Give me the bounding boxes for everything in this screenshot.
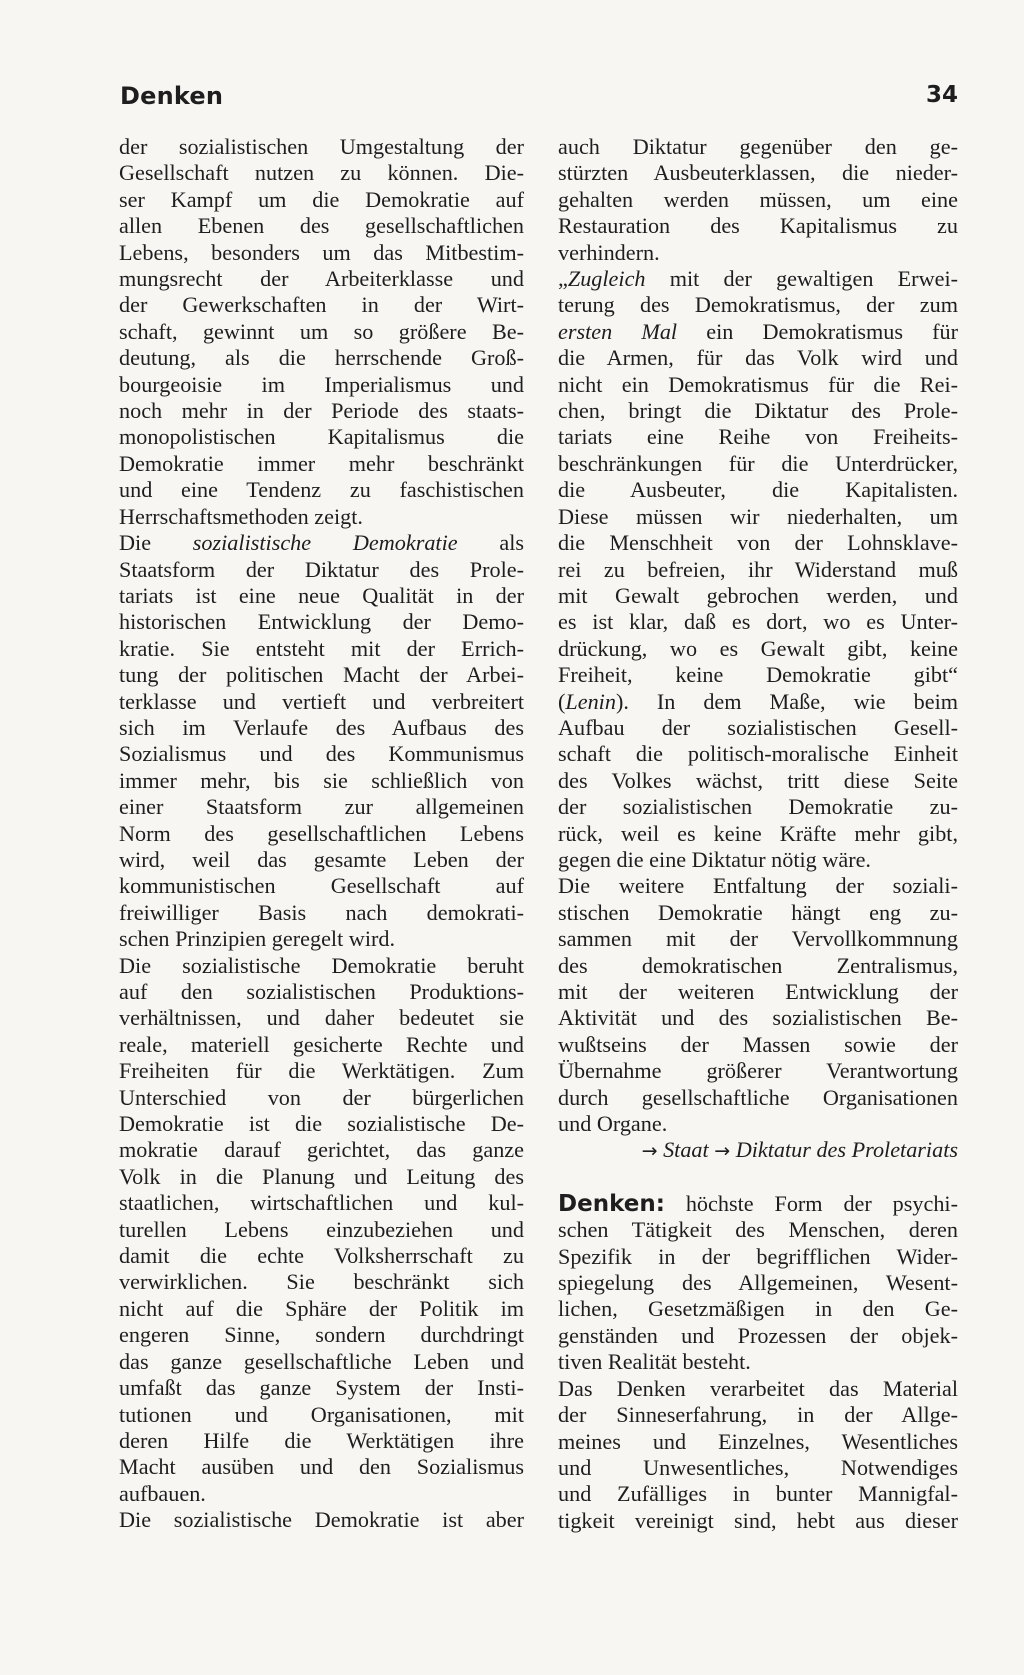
text-line: und Zufälliges in bunter Mannigfal- <box>558 1481 958 1507</box>
text-line: deutung, als die herrschende Groß- <box>119 345 524 371</box>
text-line: deren Hilfe die Werktätigen ihre <box>119 1427 524 1453</box>
text-line: Herrschaftsmethoden zeigt. <box>119 503 363 529</box>
text-line: historischen Entwicklung der Demo- <box>119 609 524 635</box>
text-line: tariats eine Reihe von Freiheits- <box>558 424 958 450</box>
text-line: damit die echte Volksherrschaft zu <box>119 1243 524 1269</box>
entry-separator <box>558 1165 958 1191</box>
text-line: verhindern. <box>558 239 660 265</box>
text-segment: ( <box>558 688 566 714</box>
text-line: Freiheiten für die Werktätigen. Zum <box>119 1058 524 1084</box>
right-text-column <box>558 134 958 1534</box>
text-line <box>558 1191 958 1217</box>
text-line: Demokratie ist die sozialistische De- <box>119 1111 524 1137</box>
text-line: umfaßt das ganze System der Insti- <box>119 1375 524 1401</box>
left-text-column <box>119 134 524 1534</box>
text-line: tiven Realität besteht. <box>558 1349 751 1375</box>
text-line: turellen Lebens einzubeziehen und <box>119 1216 524 1242</box>
text-line: ser Kampf um die Demokratie auf <box>119 186 524 212</box>
text-line: Übernahme größerer Verantwortung <box>558 1058 958 1084</box>
emphasized-term: ersten Mal <box>558 318 678 344</box>
cross-reference <box>558 1137 958 1164</box>
text-line: mit der weiteren Entwicklung der <box>558 979 958 1004</box>
text-line: der Gewerkschaften in der Wirt- <box>119 292 524 318</box>
text-line: Macht ausüben und den Sozialismus <box>119 1454 524 1480</box>
text-line: verhältnissen, und daher bedeutet sie <box>119 1005 524 1031</box>
text-line: rück, weil es keine Kräfte mehr gibt, <box>558 820 958 846</box>
text-line: schaft die politisch-moralische Einheit <box>558 741 958 767</box>
text-segment: „ <box>558 266 568 292</box>
text-line: der sozialistischen Umgestaltung der <box>119 134 524 159</box>
text-line: Restauration des Kapitalismus zu <box>558 213 958 239</box>
text-line: tung der politischen Macht der Arbei- <box>119 662 524 688</box>
text-line: der Sinneserfahrung, in der Allge- <box>558 1402 958 1428</box>
text-line: aufbauen. <box>119 1480 206 1506</box>
text-line: bourgeoisie im Imperialismus und <box>119 371 524 397</box>
text-line: Gesellschaft nutzen zu können. Die- <box>119 160 524 186</box>
text-line: mokratie darauf gerichtet, das ganze <box>119 1137 524 1163</box>
dictionary-entry-denken <box>558 1191 958 1534</box>
text-segment: Die <box>119 530 193 556</box>
text-line: schen Prinzipien geregelt wird. <box>119 926 396 952</box>
text-line: monopolistischen Kapitalismus die <box>119 424 524 450</box>
text-line: schen Tätigkeit des Menschen, deren <box>558 1217 958 1243</box>
text-line: sich im Verlaufe des Aufbaus des <box>119 714 524 740</box>
text-line: mit Gewalt gebrochen werden, und <box>558 582 958 608</box>
text-line: staatlichen, wirtschaftlichen und kul- <box>119 1190 524 1216</box>
text-segment: ). In dem Maße, wie beim <box>615 688 958 714</box>
text-line: auch Diktatur gegenüber den ge- <box>558 134 958 159</box>
text-line: des Volkes wächst, tritt diese Seite <box>558 767 958 793</box>
arrow-icon: → <box>714 1140 731 1163</box>
arrow-icon: → <box>641 1140 658 1163</box>
text-line: freiwilliger Basis nach demokrati- <box>119 899 524 925</box>
text-line: der sozialistischen Demokratie zu- <box>558 794 958 820</box>
text-line: Unterschied von der bürgerlichen <box>119 1084 524 1110</box>
text-segment: höchste Form der psychi- <box>664 1190 958 1216</box>
text-line: Norm des gesellschaftlichen Lebens <box>119 820 524 846</box>
text-line: kommunistischen Gesellschaft auf <box>119 873 524 899</box>
running-head-keyword: Denken <box>120 82 224 110</box>
text-line: es ist klar, daß es dort, wo es Unter- <box>558 609 958 635</box>
text-segment: ein Demokratismus für <box>677 318 958 344</box>
emphasized-term: sozialistische Demokratie <box>192 530 458 556</box>
emphasized-term: Lenin <box>565 688 616 714</box>
text-line: genständen und Prozessen der objek- <box>558 1322 958 1348</box>
text-line: Die weitere Entfaltung der soziali- <box>558 873 958 899</box>
text-line <box>558 689 958 715</box>
page-number: 34 <box>925 82 958 108</box>
text-line: gegen die eine Diktatur nötig wäre. <box>558 846 871 872</box>
text-line: kratie. Sie entsteht mit der Errich- <box>119 635 524 661</box>
text-line: die Ausbeuter, die Kapitalisten. <box>558 477 958 503</box>
text-line: Die sozialistische Demokratie ist aber <box>119 1507 524 1533</box>
text-line: die Armen, für das Volk wird und <box>558 345 958 371</box>
text-line: mungsrecht der Arbeiterklasse und <box>119 266 524 292</box>
text-line: das ganze gesellschaftliche Leben und <box>119 1348 524 1374</box>
text-line: Volk in die Planung und Leitung des <box>119 1163 524 1189</box>
text-line: des demokratischen Zentralismus, <box>558 952 958 978</box>
text-line: chen, bringt die Diktatur des Prole- <box>558 398 958 424</box>
text-line: stürzten Ausbeuterklassen, die nieder- <box>558 160 958 186</box>
text-line: spiegelung des Allgemeinen, Wesent- <box>558 1270 958 1296</box>
text-line: wird, weil das gesamte Leben der <box>119 846 524 872</box>
text-line: Diese müssen wir niederhalten, um <box>558 503 958 529</box>
text-line: wußtseins der Massen sowie der <box>558 1031 958 1057</box>
text-line: auf den sozialistischen Produktions- <box>119 979 524 1004</box>
text-segment: als <box>457 530 524 556</box>
text-line <box>558 266 958 292</box>
text-segment: mit der gewaltigen Erwei- <box>645 266 958 292</box>
text-line: Demokratie immer mehr beschränkt <box>119 450 524 476</box>
text-line: engeren Sinne, sondern durchdringt <box>119 1322 524 1348</box>
text-line: stischen Demokratie hängt eng zu- <box>558 899 958 925</box>
text-line: einer Staatsform zur allgemeinen <box>119 794 524 820</box>
text-line: Aktivität und des sozialistischen Be- <box>558 1005 958 1031</box>
text-line: schaft, gewinnt um so größere Be- <box>119 318 524 344</box>
text-line: meines und Einzelnes, Wesentliches <box>558 1428 958 1454</box>
text-line: die Menschheit von der Lohnsklave- <box>558 530 958 556</box>
text-line: rei zu befreien, ihr Widerstand muß <box>558 556 958 582</box>
text-line: nicht ein Demokratismus für die Rei- <box>558 371 958 397</box>
cross-ref-link[interactable]: Staat <box>663 1137 709 1163</box>
text-line <box>119 530 524 556</box>
text-line: beschränkungen für die Unterdrücker, <box>558 450 958 476</box>
text-line: Spezifik in der begrifflichen Wider- <box>558 1243 958 1269</box>
cross-ref-link[interactable]: Diktatur des Proletariats <box>735 1137 958 1163</box>
entry-lemma: Denken: <box>558 1190 665 1217</box>
right-column-body <box>558 134 958 1137</box>
running-header <box>120 82 958 116</box>
text-line: und Organe. <box>558 1111 668 1137</box>
text-line: tutionen und Organisationen, mit <box>119 1401 524 1427</box>
text-line: nicht auf die Sphäre der Politik im <box>119 1295 524 1321</box>
text-line: Sozialismus und des Kommunismus <box>119 741 524 767</box>
text-line: und eine Tendenz zu faschistischen <box>119 477 524 503</box>
text-line: Freiheit, keine Demokratie gibt“ <box>558 662 958 688</box>
text-line: Lebens, besonders um das Mitbestim- <box>119 239 524 265</box>
text-line: lichen, Gesetzmäßigen in den Ge- <box>558 1296 958 1322</box>
text-line: terung des Demokratismus, der zum <box>558 292 958 318</box>
text-line: Die sozialistische Demokratie beruht <box>119 952 524 978</box>
text-line: immer mehr, bis sie schließlich von <box>119 767 524 793</box>
text-line: sammen mit der Vervollkommnung <box>558 926 958 952</box>
text-line: verwirklichen. Sie beschränkt sich <box>119 1269 524 1295</box>
text-line: terklasse und vertieft und verbreitert <box>119 688 524 714</box>
text-line: Staatsform der Diktatur des Prole- <box>119 556 524 582</box>
text-line: tigkeit vereinigt sind, hebt aus dieser <box>558 1507 958 1533</box>
text-line: allen Ebenen des gesellschaftlichen <box>119 213 524 239</box>
text-line: und Unwesentliches, Notwendiges <box>558 1454 958 1480</box>
text-line: reale, materiell gesicherte Rechte und <box>119 1031 524 1057</box>
emphasized-term: Zugleich <box>567 266 646 292</box>
text-line: gehalten werden müssen, um eine <box>558 186 958 212</box>
text-line: durch gesellschaftliche Organisationen <box>558 1084 958 1110</box>
text-line: Aufbau der sozialistischen Gesell- <box>558 714 958 740</box>
text-line <box>558 319 958 345</box>
text-line: tariats ist eine neue Qualität in der <box>119 582 524 608</box>
text-line: drückung, wo es Gewalt gibt, keine <box>558 635 958 661</box>
text-line: Das Denken verarbeitet das Material <box>558 1375 958 1401</box>
text-line: noch mehr in der Periode des staats- <box>119 398 524 424</box>
